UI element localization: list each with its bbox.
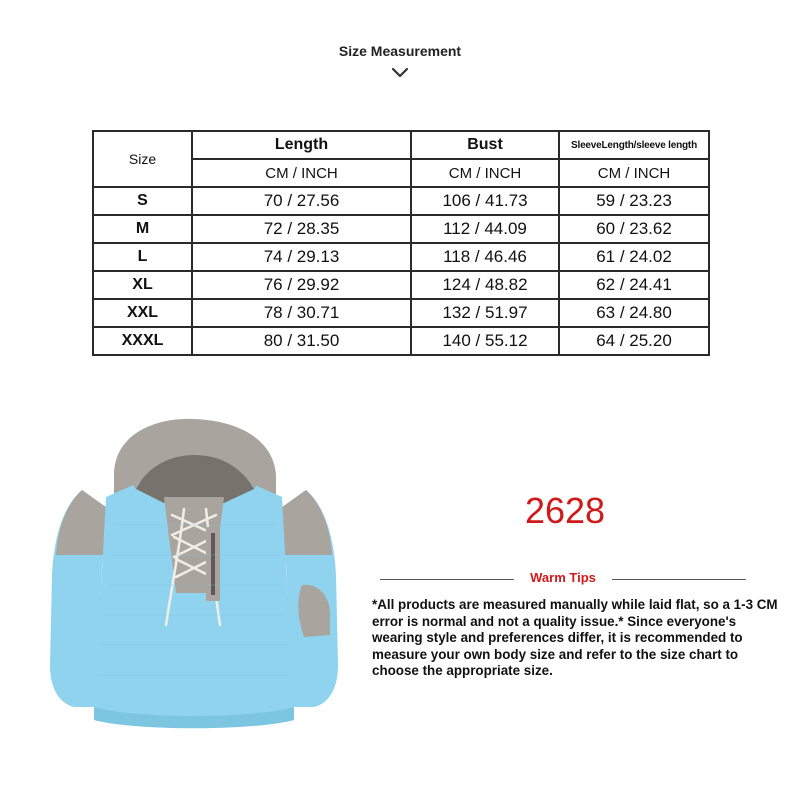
page-title: Size Measurement [338, 43, 462, 59]
sleeve-cell: 59 / 23.23 [559, 187, 709, 215]
length-unit: CM / INCH [192, 159, 411, 187]
sleeve-cell: 63 / 24.80 [559, 299, 709, 327]
size-chart-table [92, 130, 710, 356]
length-cell: 78 / 30.71 [192, 299, 411, 327]
size-cell: XXXL [93, 327, 192, 355]
length-cell: 76 / 29.92 [192, 271, 411, 299]
size-cell: XXL [93, 299, 192, 327]
sleeve-column-header: SleeveLength/sleeve length [559, 131, 709, 159]
bust-unit: CM / INCH [411, 159, 559, 187]
size-cell: S [93, 187, 192, 215]
warm-tips-text: *All products are measured manually while laid flat, so a 1-3 CM error is normal and not a quality issue.* Since everyone's wearing style and preferences differ, it is recommended to measure your own body size and refer to the size chart to choose the appropriate size. [372, 597, 778, 678]
bust-cell: 106 / 41.73 [411, 187, 559, 215]
table-row [93, 243, 709, 271]
sleeve-cell: 60 / 23.62 [559, 215, 709, 243]
length-cell: 70 / 27.56 [192, 187, 411, 215]
size-cell: XL [93, 271, 192, 299]
hoodie-image [44, 415, 344, 735]
chevron-down-icon [391, 66, 409, 80]
length-cell: 72 / 28.35 [192, 215, 411, 243]
table-row [93, 327, 709, 355]
bust-cell: 112 / 44.09 [411, 215, 559, 243]
warm-tips-header [380, 570, 746, 588]
sleeve-cell: 64 / 25.20 [559, 327, 709, 355]
table-row [93, 187, 709, 215]
bust-cell: 140 / 55.12 [411, 327, 559, 355]
divider-right [612, 579, 746, 580]
warm-tips-title: Warm Tips [530, 570, 596, 585]
table-row [93, 271, 709, 299]
bust-cell: 132 / 51.97 [411, 299, 559, 327]
length-cell: 80 / 31.50 [192, 327, 411, 355]
bust-cell: 124 / 48.82 [411, 271, 559, 299]
table-row [93, 299, 709, 327]
length-cell: 74 / 29.13 [192, 243, 411, 271]
sleeve-cell: 61 / 24.02 [559, 243, 709, 271]
sleeve-unit: CM / INCH [559, 159, 709, 187]
size-cell: L [93, 243, 192, 271]
size-column-header: Size [93, 131, 192, 187]
bust-cell: 118 / 46.46 [411, 243, 559, 271]
header-row [93, 131, 709, 159]
length-column-header: Length [192, 131, 411, 159]
size-cell: M [93, 215, 192, 243]
product-code: 2628 [524, 490, 606, 531]
sleeve-cell: 62 / 24.41 [559, 271, 709, 299]
table-row [93, 215, 709, 243]
bust-column-header: Bust [411, 131, 559, 159]
